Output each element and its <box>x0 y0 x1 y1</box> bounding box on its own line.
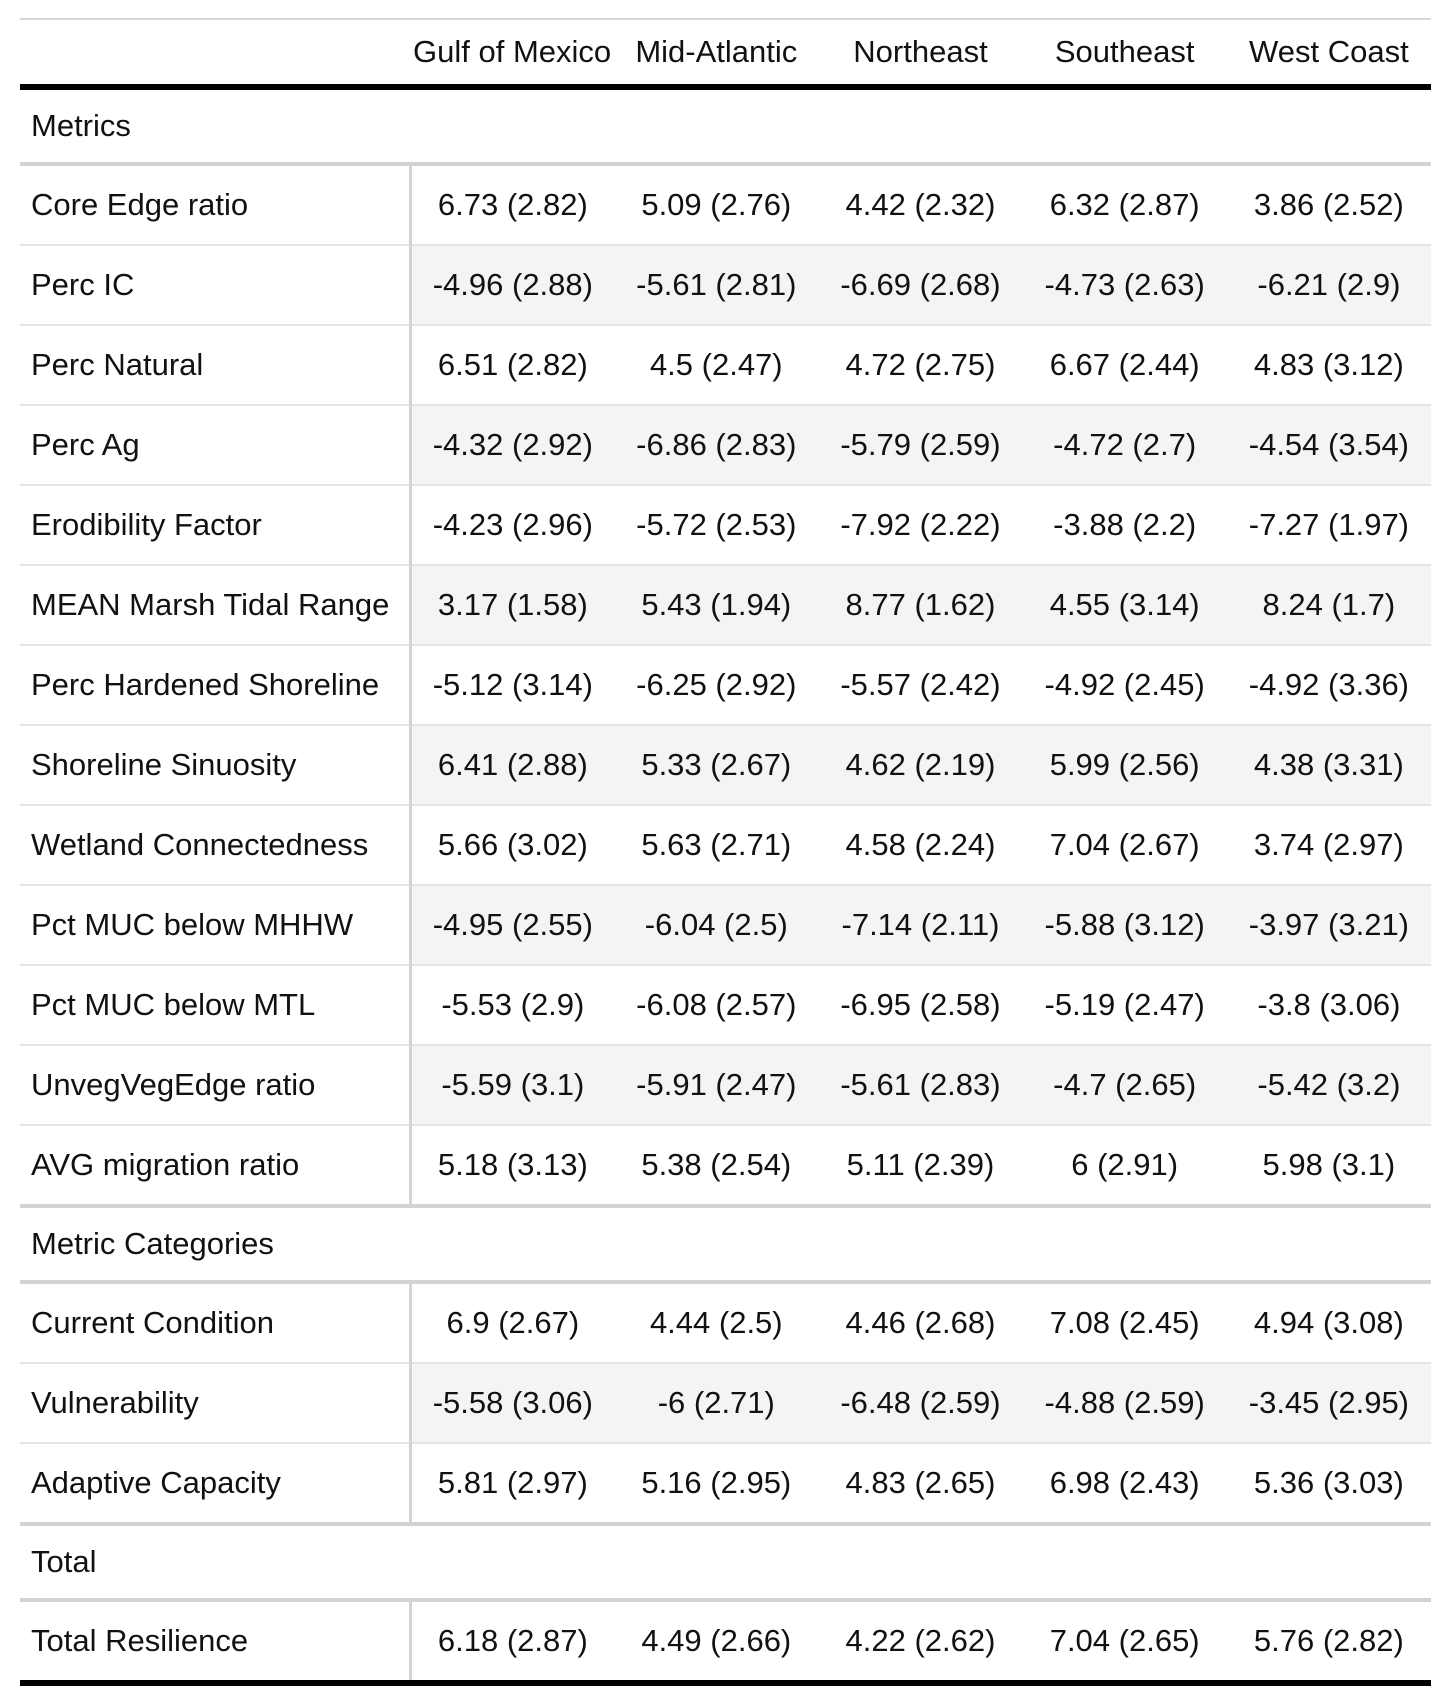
cell-gulf-of-mexico: -5.12 (3.14) <box>410 645 614 725</box>
cell-northeast: -5.57 (2.42) <box>818 645 1022 725</box>
row-label: MEAN Marsh Tidal Range <box>20 565 410 645</box>
cell-mid-atlantic: -6.04 (2.5) <box>614 885 818 965</box>
cell-west-coast: -7.27 (1.97) <box>1227 485 1431 565</box>
cell-west-coast: -3.8 (3.06) <box>1227 965 1431 1045</box>
cell-northeast: 5.11 (2.39) <box>818 1125 1022 1206</box>
cell-southeast: 5.99 (2.56) <box>1023 725 1227 805</box>
table-body <box>20 87 1431 1683</box>
cell-mid-atlantic: -6.08 (2.57) <box>614 965 818 1045</box>
row-label: Current Condition <box>20 1282 410 1363</box>
cell-southeast: 6.67 (2.44) <box>1023 325 1227 405</box>
cell-gulf-of-mexico: -4.96 (2.88) <box>410 245 614 325</box>
cell-gulf-of-mexico: 3.17 (1.58) <box>410 565 614 645</box>
cell-mid-atlantic: -5.61 (2.81) <box>614 245 818 325</box>
table-row <box>20 805 1431 885</box>
cell-west-coast: -5.42 (3.2) <box>1227 1045 1431 1125</box>
row-label: Perc Hardened Shoreline <box>20 645 410 725</box>
table-row <box>20 245 1431 325</box>
cell-mid-atlantic: -6.25 (2.92) <box>614 645 818 725</box>
header-row <box>20 19 1431 87</box>
table-row <box>20 1443 1431 1524</box>
row-label: Wetland Connectedness <box>20 805 410 885</box>
cell-west-coast: 3.74 (2.97) <box>1227 805 1431 885</box>
cell-southeast: -5.19 (2.47) <box>1023 965 1227 1045</box>
row-label: Perc IC <box>20 245 410 325</box>
cell-gulf-of-mexico: -5.59 (3.1) <box>410 1045 614 1125</box>
cell-gulf-of-mexico: 6.41 (2.88) <box>410 725 614 805</box>
cell-mid-atlantic: -6.86 (2.83) <box>614 405 818 485</box>
row-label: Shoreline Sinuosity <box>20 725 410 805</box>
table-row <box>20 645 1431 725</box>
group-header-metric-categories <box>20 1206 1431 1282</box>
cell-southeast: -4.7 (2.65) <box>1023 1045 1227 1125</box>
cell-gulf-of-mexico: -5.58 (3.06) <box>410 1363 614 1443</box>
table-row <box>20 1282 1431 1363</box>
cell-mid-atlantic: 4.44 (2.5) <box>614 1282 818 1363</box>
cell-gulf-of-mexico: -5.53 (2.9) <box>410 965 614 1045</box>
cell-gulf-of-mexico: -4.95 (2.55) <box>410 885 614 965</box>
group-title: Metrics <box>20 87 1431 164</box>
cell-northeast: -7.92 (2.22) <box>818 485 1022 565</box>
cell-west-coast: 4.38 (3.31) <box>1227 725 1431 805</box>
cell-mid-atlantic: 4.49 (2.66) <box>614 1600 818 1683</box>
row-label: Adaptive Capacity <box>20 1443 410 1524</box>
cell-northeast: 4.46 (2.68) <box>818 1282 1022 1363</box>
table-row <box>20 1125 1431 1206</box>
cell-southeast: -5.88 (3.12) <box>1023 885 1227 965</box>
cell-southeast: 7.04 (2.65) <box>1023 1600 1227 1683</box>
cell-southeast: 6.32 (2.87) <box>1023 164 1227 245</box>
cell-west-coast: -3.97 (3.21) <box>1227 885 1431 965</box>
cell-southeast: -4.73 (2.63) <box>1023 245 1227 325</box>
row-label: Pct MUC below MHHW <box>20 885 410 965</box>
cell-southeast: -4.92 (2.45) <box>1023 645 1227 725</box>
cell-northeast: -6.95 (2.58) <box>818 965 1022 1045</box>
header-mid-atlantic: Mid-Atlantic <box>614 19 818 87</box>
row-label: AVG migration ratio <box>20 1125 410 1206</box>
table-row <box>20 1600 1431 1683</box>
row-label: Pct MUC below MTL <box>20 965 410 1045</box>
table-row <box>20 885 1431 965</box>
cell-mid-atlantic: -5.91 (2.47) <box>614 1045 818 1125</box>
row-label: Core Edge ratio <box>20 164 410 245</box>
cell-west-coast: -6.21 (2.9) <box>1227 245 1431 325</box>
group-header-metrics <box>20 87 1431 164</box>
cell-mid-atlantic: 5.63 (2.71) <box>614 805 818 885</box>
cell-southeast: -3.88 (2.2) <box>1023 485 1227 565</box>
row-label: Erodibility Factor <box>20 485 410 565</box>
cell-west-coast: 8.24 (1.7) <box>1227 565 1431 645</box>
cell-mid-atlantic: 5.43 (1.94) <box>614 565 818 645</box>
cell-mid-atlantic: 5.33 (2.67) <box>614 725 818 805</box>
cell-southeast: 7.04 (2.67) <box>1023 805 1227 885</box>
table-header <box>20 19 1431 87</box>
cell-southeast: 7.08 (2.45) <box>1023 1282 1227 1363</box>
cell-mid-atlantic: -5.72 (2.53) <box>614 485 818 565</box>
cell-mid-atlantic: 5.09 (2.76) <box>614 164 818 245</box>
cell-gulf-of-mexico: 6.18 (2.87) <box>410 1600 614 1683</box>
cell-west-coast: 5.98 (3.1) <box>1227 1125 1431 1206</box>
cell-gulf-of-mexico: 5.18 (3.13) <box>410 1125 614 1206</box>
row-label: Perc Natural <box>20 325 410 405</box>
table-row <box>20 1045 1431 1125</box>
cell-northeast: -6.69 (2.68) <box>818 245 1022 325</box>
header-gulf-of-mexico: Gulf of Mexico <box>410 19 614 87</box>
cell-northeast: 4.83 (2.65) <box>818 1443 1022 1524</box>
cell-southeast: 6 (2.91) <box>1023 1125 1227 1206</box>
cell-gulf-of-mexico: -4.32 (2.92) <box>410 405 614 485</box>
cell-northeast: 4.22 (2.62) <box>818 1600 1022 1683</box>
resilience-table <box>20 18 1431 1686</box>
cell-gulf-of-mexico: 6.9 (2.67) <box>410 1282 614 1363</box>
cell-west-coast: -4.54 (3.54) <box>1227 405 1431 485</box>
table-row <box>20 725 1431 805</box>
header-northeast: Northeast <box>818 19 1022 87</box>
cell-southeast: 6.98 (2.43) <box>1023 1443 1227 1524</box>
cell-northeast: 4.42 (2.32) <box>818 164 1022 245</box>
cell-northeast: 8.77 (1.62) <box>818 565 1022 645</box>
group-title: Metric Categories <box>20 1206 1431 1282</box>
cell-northeast: -6.48 (2.59) <box>818 1363 1022 1443</box>
cell-southeast: -4.72 (2.7) <box>1023 405 1227 485</box>
header-southeast: Southeast <box>1023 19 1227 87</box>
cell-northeast: -7.14 (2.11) <box>818 885 1022 965</box>
row-label: UnvegVegEdge ratio <box>20 1045 410 1125</box>
cell-gulf-of-mexico: 6.73 (2.82) <box>410 164 614 245</box>
cell-gulf-of-mexico: 6.51 (2.82) <box>410 325 614 405</box>
cell-west-coast: 5.36 (3.03) <box>1227 1443 1431 1524</box>
cell-west-coast: -4.92 (3.36) <box>1227 645 1431 725</box>
table-container <box>20 18 1431 1686</box>
table-row <box>20 164 1431 245</box>
table-row <box>20 485 1431 565</box>
cell-gulf-of-mexico: 5.81 (2.97) <box>410 1443 614 1524</box>
table-row <box>20 1363 1431 1443</box>
cell-southeast: -4.88 (2.59) <box>1023 1363 1227 1443</box>
cell-west-coast: 4.83 (3.12) <box>1227 325 1431 405</box>
cell-gulf-of-mexico: 5.66 (3.02) <box>410 805 614 885</box>
table-row <box>20 325 1431 405</box>
cell-mid-atlantic: 4.5 (2.47) <box>614 325 818 405</box>
cell-west-coast: 4.94 (3.08) <box>1227 1282 1431 1363</box>
cell-west-coast: -3.45 (2.95) <box>1227 1363 1431 1443</box>
cell-mid-atlantic: -6 (2.71) <box>614 1363 818 1443</box>
cell-northeast: 4.72 (2.75) <box>818 325 1022 405</box>
cell-northeast: -5.61 (2.83) <box>818 1045 1022 1125</box>
table-row <box>20 405 1431 485</box>
cell-southeast: 4.55 (3.14) <box>1023 565 1227 645</box>
row-label: Perc Ag <box>20 405 410 485</box>
header-blank <box>20 19 410 87</box>
table-row <box>20 965 1431 1045</box>
cell-mid-atlantic: 5.38 (2.54) <box>614 1125 818 1206</box>
cell-northeast: 4.62 (2.19) <box>818 725 1022 805</box>
row-label: Vulnerability <box>20 1363 410 1443</box>
cell-gulf-of-mexico: -4.23 (2.96) <box>410 485 614 565</box>
row-label: Total Resilience <box>20 1600 410 1683</box>
cell-west-coast: 3.86 (2.52) <box>1227 164 1431 245</box>
table-row <box>20 565 1431 645</box>
cell-west-coast: 5.76 (2.82) <box>1227 1600 1431 1683</box>
group-header-total <box>20 1524 1431 1600</box>
cell-mid-atlantic: 5.16 (2.95) <box>614 1443 818 1524</box>
header-west-coast: West Coast <box>1227 19 1431 87</box>
cell-northeast: 4.58 (2.24) <box>818 805 1022 885</box>
cell-northeast: -5.79 (2.59) <box>818 405 1022 485</box>
group-title: Total <box>20 1524 1431 1600</box>
